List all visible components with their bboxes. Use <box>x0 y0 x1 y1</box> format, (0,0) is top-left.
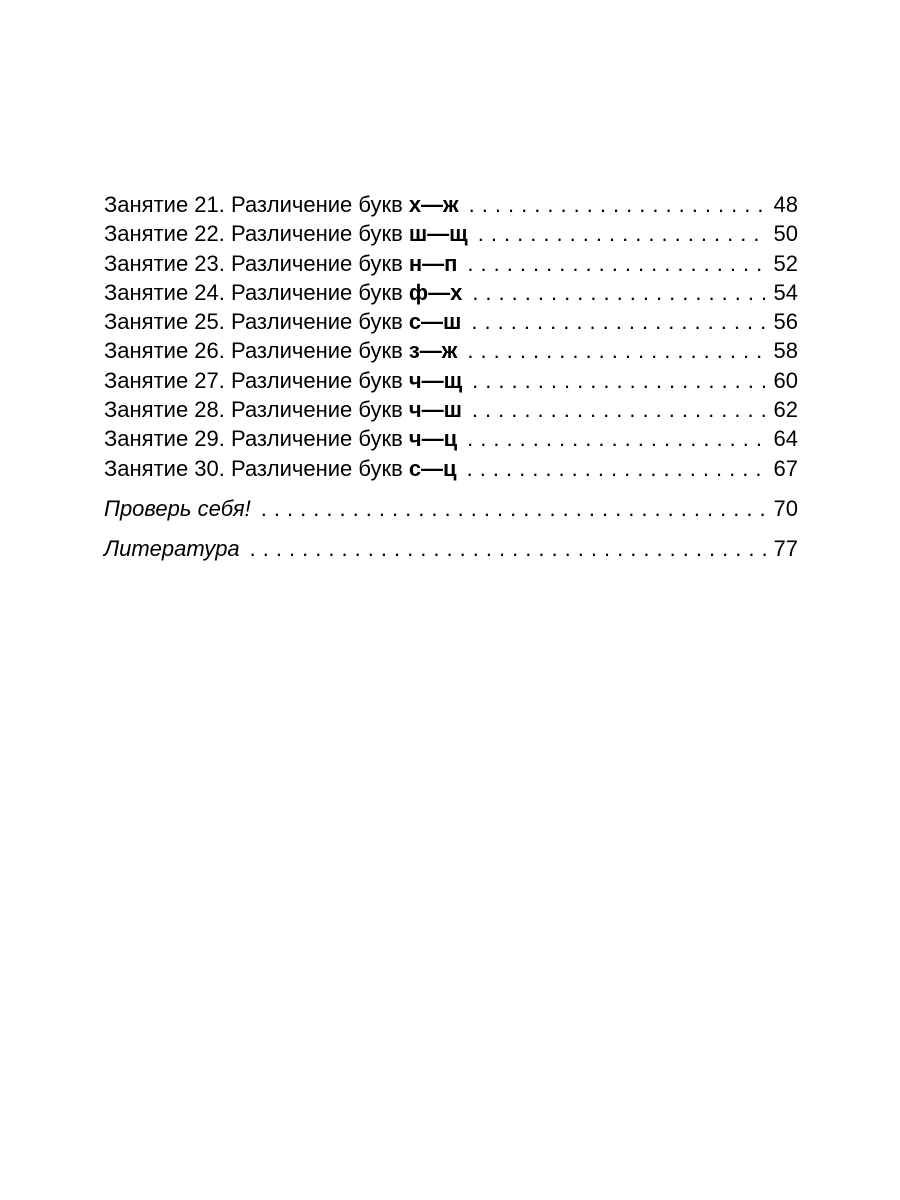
toc-entry-letters: с—ц <box>408 455 457 481</box>
toc-entry-title: Занятие 24. Различение букв <box>104 279 403 305</box>
toc-entry-title: Литература <box>104 536 240 562</box>
toc-entry-page: 48 <box>773 192 798 217</box>
toc-entry-title: Занятие 22. Различение букв <box>104 221 403 247</box>
toc-entry-lesson-24[interactable] <box>104 278 798 307</box>
toc-entry-page: 62 <box>773 397 798 423</box>
toc-entry-page: 58 <box>773 338 798 364</box>
toc-entry-title: Занятие 21. Различение букв <box>104 192 403 217</box>
toc-entry-letters: ч—ц <box>408 426 458 452</box>
toc-entry-letters: н—п <box>408 250 458 276</box>
dot-leader <box>472 278 767 307</box>
toc-entry-letters: х—ж <box>408 192 459 217</box>
dot-leader <box>472 395 768 424</box>
toc-entry-lesson-29[interactable] <box>104 424 798 453</box>
toc-entry-lesson-23[interactable] <box>104 249 798 278</box>
dot-leader <box>471 307 767 336</box>
toc-entry-title: Занятие 26. Различение букв <box>104 338 403 364</box>
dot-leader <box>467 336 767 365</box>
toc-entry-letters: з—ж <box>408 338 458 364</box>
toc-entry-letters: ш—щ <box>408 221 468 247</box>
toc-entry-title: Проверь себя! <box>104 495 251 521</box>
toc-entry-lesson-22[interactable] <box>104 219 798 248</box>
toc-entry-title: Занятие 30. Различение букв <box>104 455 403 481</box>
dot-leader <box>472 366 767 395</box>
toc-entry-title: Занятие 27. Различение букв <box>104 367 403 393</box>
toc-entry-page: 67 <box>773 455 798 481</box>
dot-leader <box>478 219 768 248</box>
toc-entry-title: Занятие 29. Различение букв <box>104 426 403 452</box>
toc-entry-page: 50 <box>773 221 798 247</box>
dot-leader <box>250 534 768 563</box>
toc-entry-letters: ч—ш <box>408 397 462 423</box>
dot-leader <box>261 494 768 523</box>
toc-entry-page: 77 <box>773 536 798 562</box>
toc-entry-letters: с—ш <box>408 309 462 335</box>
dot-leader <box>467 454 768 483</box>
table-of-contents <box>104 190 798 564</box>
toc-entry-letters: ф—х <box>408 279 463 305</box>
toc-entry-title: Занятие 23. Различение букв <box>104 250 403 276</box>
toc-entry-title: Занятие 28. Различение букв <box>104 397 403 423</box>
toc-entry-page: 52 <box>773 250 798 276</box>
toc-entry-page: 60 <box>773 367 798 393</box>
toc-entry-lesson-26[interactable] <box>104 336 798 365</box>
toc-entry-lesson-27[interactable] <box>104 366 798 395</box>
toc-entry-page: 54 <box>773 279 798 305</box>
toc-entry-literature[interactable] <box>104 534 798 563</box>
toc-entry-page: 70 <box>773 495 798 521</box>
dot-leader <box>469 190 768 219</box>
toc-entry-lesson-28[interactable] <box>104 395 798 424</box>
toc-entry-letters: ч—щ <box>408 367 463 393</box>
toc-entry-lesson-25[interactable] <box>104 307 798 336</box>
dot-leader <box>467 249 767 278</box>
dot-leader <box>467 424 767 453</box>
toc-entry-page: 56 <box>773 309 798 335</box>
toc-entry-lesson-21[interactable] <box>104 190 798 219</box>
toc-entry-self-check[interactable] <box>104 494 798 523</box>
toc-entry-title: Занятие 25. Различение букв <box>104 309 403 335</box>
toc-entry-lesson-30[interactable] <box>104 454 798 483</box>
toc-entry-page: 64 <box>773 426 798 452</box>
